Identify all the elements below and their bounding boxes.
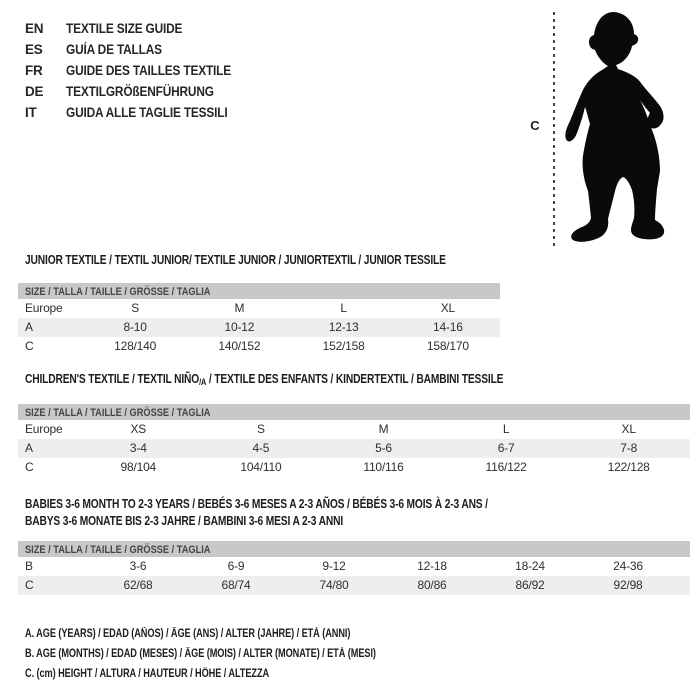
guide-title: GUÍA DE TALLAS	[66, 42, 162, 57]
language-code: DE	[25, 84, 44, 99]
size-value: 80/86	[417, 578, 447, 592]
note-c: C. (cm) HEIGHT / ALTURA / HAUTEUR / HÖHE / ALTEZZA	[25, 668, 270, 680]
note-b: B. AGE (MONTHS) / EDAD (MESES) / ÂGE (MOIS) / ALTER (MONATE) / ETÀ (MESI)	[25, 648, 376, 660]
guide-title: GUIDA ALLE TAGLIE TESSILI	[66, 105, 228, 120]
language-header	[25, 18, 254, 123]
size-value: 10-12	[224, 320, 255, 334]
size-value: 98/104	[120, 460, 157, 474]
guide-title: TEXTILGRÖßENFÜHRUNG	[66, 84, 214, 99]
size-value: 4-5	[252, 441, 270, 455]
language-code: EN	[25, 21, 44, 36]
size-value: 74/80	[319, 578, 349, 592]
size-value: 104/110	[240, 460, 282, 474]
size-value: 122/128	[607, 460, 650, 474]
table-row	[18, 576, 690, 595]
row-label: Europe	[25, 301, 63, 315]
table-row	[18, 337, 500, 356]
language-row	[25, 102, 254, 123]
size-header-bar	[18, 404, 690, 420]
size-value: 62/68	[123, 578, 153, 592]
size-value: 12-18	[417, 559, 447, 573]
size-value: 7-8	[620, 441, 638, 455]
size-header-label: SIZE / TALLA / TAILLE / GRÖSSE / TAGLIA	[25, 407, 211, 419]
size-header-label: SIZE / TALLA / TAILLE / GRÖSSE / TAGLIA	[25, 286, 211, 298]
size-value: 158/170	[426, 339, 469, 353]
section-title-text: / TEXTILE DES ENFANTS / KINDERTEXTIL / BAMBINI TESSILE	[206, 372, 504, 386]
note-a: A. AGE (YEARS) / EDAD (AÑOS) / ÂGE (ANS) / ALTER (JAHRE) / ETÀ (ANNI)	[25, 628, 351, 640]
size-header-bar	[18, 283, 500, 299]
size-value: XL	[621, 422, 636, 436]
table-row	[18, 420, 690, 439]
size-value: 18-24	[515, 559, 545, 573]
guide-title: GUIDE DES TAILLES TEXTILE	[66, 63, 232, 78]
section-title-subscript: /A	[199, 377, 207, 387]
babies-size-table	[18, 541, 690, 595]
table-row	[18, 439, 690, 458]
toddler-silhouette	[560, 8, 672, 248]
language-code: IT	[25, 105, 37, 120]
section-title-line1: BABIES 3-6 MONTH TO 2-3 YEARS / BEBÉS 3-6 MESES A 2-3 AÑOS / BÉBÉS 3-6 MOIS À 2-3 ANS /	[25, 497, 488, 511]
language-row	[25, 60, 254, 81]
height-measure-dashed-line	[553, 12, 555, 248]
size-value: 3-4	[129, 441, 147, 455]
size-header-bar	[18, 541, 690, 557]
size-value: 14-16	[433, 320, 463, 334]
section-title-line2: BABYS 3-6 MONATE BIS 2-3 JAHRE / BAMBINI 3-6 MESI A 2-3 ANNI	[25, 514, 344, 528]
row-label: C	[25, 578, 34, 592]
children-size-table	[18, 404, 690, 477]
table-row	[18, 458, 690, 477]
junior-size-table	[18, 283, 500, 356]
size-value: 6-9	[227, 559, 245, 573]
section-title-babies	[25, 496, 488, 530]
size-value: 9-12	[322, 559, 346, 573]
size-value: 68/74	[221, 578, 251, 592]
measurement-notes	[25, 624, 464, 684]
language-code: FR	[25, 63, 43, 78]
size-value: 12-13	[328, 320, 359, 334]
language-row	[25, 18, 254, 39]
language-code: ES	[25, 42, 43, 57]
guide-title: TEXTILE SIZE GUIDE	[66, 21, 183, 36]
row-label: B	[25, 559, 33, 573]
size-value: 92/98	[613, 578, 643, 592]
size-value: XL	[440, 301, 456, 315]
language-row	[25, 81, 254, 102]
size-value: L	[502, 422, 510, 436]
size-value: 140/152	[218, 339, 261, 353]
row-label: A	[25, 441, 33, 455]
size-value: 110/116	[363, 460, 404, 474]
table-row	[18, 557, 690, 576]
size-value: 128/140	[114, 339, 157, 353]
size-value: M	[378, 422, 389, 436]
size-value: L	[340, 301, 347, 315]
size-value: M	[234, 301, 245, 315]
section-title-children	[25, 371, 503, 391]
language-row	[25, 39, 254, 60]
size-value: 6-7	[497, 441, 515, 455]
size-value: 24-36	[613, 559, 643, 573]
size-value: S	[256, 422, 265, 436]
row-label: A	[25, 320, 33, 334]
row-label: Europe	[25, 422, 63, 436]
table-row	[18, 299, 500, 318]
size-value: 5-6	[375, 441, 392, 455]
size-value: 8-10	[123, 320, 147, 334]
size-value: 86/92	[515, 578, 545, 592]
section-title-text: CHILDREN'S TEXTILE / TEXTIL NIÑO	[25, 372, 200, 386]
row-label: C	[25, 460, 34, 474]
size-value: 152/158	[322, 339, 365, 353]
size-value: S	[131, 301, 140, 315]
size-header-label: SIZE / TALLA / TAILLE / GRÖSSE / TAGLIA	[25, 544, 211, 556]
size-value: 3-6	[129, 559, 147, 573]
section-title-junior: JUNIOR TEXTILE / TEXTIL JUNIOR/ TEXTILE JUNIOR / JUNIORTEXTIL / JUNIOR TESSILE	[25, 253, 446, 267]
table-row	[18, 318, 500, 337]
measure-c-label: C	[530, 118, 540, 133]
size-value: 116/122	[485, 460, 527, 474]
size-value: XS	[130, 422, 147, 436]
row-label: C	[25, 339, 34, 353]
